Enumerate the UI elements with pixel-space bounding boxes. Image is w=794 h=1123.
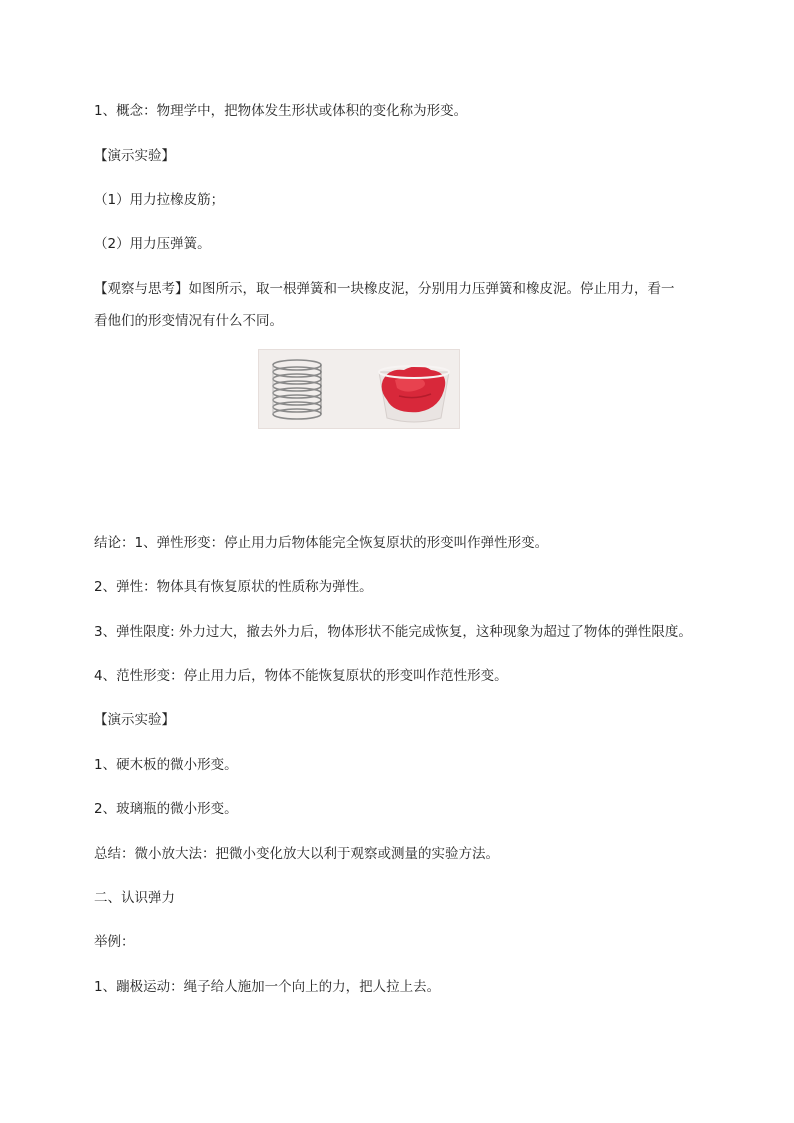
summary-magnification-method: 总结：微小放大法：把微小变化放大以利于观察或测量的实验方法。 [94, 846, 499, 862]
examples-label: 举例： [94, 934, 135, 950]
demo-item-glass-bottle: 2、玻璃瓶的微小形变。 [94, 801, 238, 817]
spring-icon [273, 360, 321, 419]
conclusion-plastic-deformation: 4、范性形变：停止用力后，物体不能恢复原状的形变叫作范性形变。 [94, 668, 508, 684]
demo-step-1: （1）用力拉橡皮筋； [94, 192, 225, 208]
clay-cup-icon [379, 366, 449, 422]
demo-experiment-heading: 【演示实验】 [94, 148, 175, 164]
demo-experiment-heading-2: 【演示实验】 [94, 712, 175, 728]
spring-and-clay-figure [258, 349, 460, 429]
example-bungee-jumping: 1、蹦极运动：绳子给人施加一个向上的力，把人拉上去。 [94, 979, 441, 995]
concept-paragraph: 1、概念：物理学中，把物体发生形状或体积的变化称为形变。 [94, 103, 468, 119]
conclusion-elasticity: 2、弹性：物体具有恢复原状的性质称为弹性。 [94, 579, 373, 595]
section-heading-elastic-force: 二、认识弹力 [94, 890, 175, 906]
demo-step-2: （2）用力压弹簧。 [94, 236, 211, 252]
conclusion-elastic-deformation: 结论：1、弹性形变：停止用力后物体能完全恢复原状的形变叫作弹性形变。 [94, 535, 549, 551]
observe-think-line-2: 看他们的形变情况有什么不同。 [94, 313, 283, 329]
demo-item-wood-board: 1、硬木板的微小形变。 [94, 757, 238, 773]
observe-think-line-1: 【观察与思考】如图所示，取一根弹簧和一块橡皮泥，分别用力压弹簧和橡皮泥。停止用力，看一 [94, 281, 675, 297]
conclusion-elastic-limit: 3、弹性限度: 外力过大，撤去外力后，物体形状不能完成恢复，这种现象为超过了物体的弹性限度。 [94, 624, 692, 640]
